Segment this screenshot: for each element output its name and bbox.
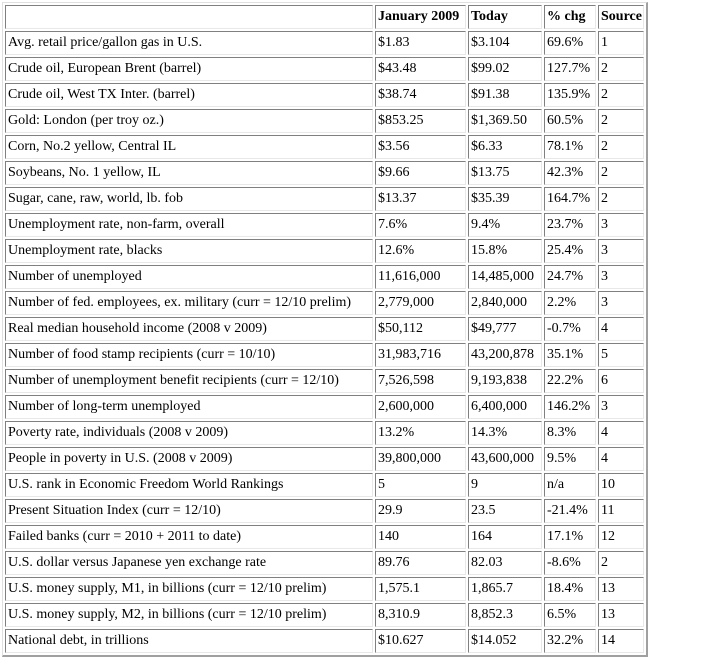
source-value: 13 (598, 577, 644, 601)
source-value: 10 (598, 473, 644, 497)
jan-2009-value: 12.6% (375, 239, 466, 263)
source-value: 3 (598, 239, 644, 263)
header-today: Today (468, 5, 542, 29)
pct-change-value: 69.6% (544, 31, 596, 55)
today-value: 43,600,000 (468, 447, 542, 471)
source-value: 3 (598, 265, 644, 289)
table-row (5, 83, 644, 107)
row-label: U.S. rank in Economic Freedom World Rankings (5, 473, 373, 497)
table-row (5, 369, 644, 393)
table-row (5, 577, 644, 601)
source-value: 2 (598, 83, 644, 107)
jan-2009-value: $9.66 (375, 161, 466, 185)
header-source: Source (598, 5, 644, 29)
today-value: $49,777 (468, 317, 542, 341)
jan-2009-value: $50,112 (375, 317, 466, 341)
source-value: 14 (598, 629, 644, 653)
jan-2009-value: 7.6% (375, 213, 466, 237)
table-row (5, 317, 644, 341)
today-value: 14.3% (468, 421, 542, 445)
jan-2009-value: 5 (375, 473, 466, 497)
row-label: Soybeans, No. 1 yellow, IL (5, 161, 373, 185)
pct-change-value: n/a (544, 473, 596, 497)
pct-change-value: 22.2% (544, 369, 596, 393)
table-row (5, 213, 644, 237)
today-value: 9.4% (468, 213, 542, 237)
row-label: Poverty rate, individuals (2008 v 2009) (5, 421, 373, 445)
data-table-frame (2, 2, 648, 657)
jan-2009-value: 7,526,598 (375, 369, 466, 393)
source-value: 3 (598, 291, 644, 315)
table-row (5, 603, 644, 627)
table-row (5, 161, 644, 185)
pct-change-value: 24.7% (544, 265, 596, 289)
pct-change-value: 17.1% (544, 525, 596, 549)
source-value: 11 (598, 499, 644, 523)
jan-2009-value: 89.76 (375, 551, 466, 575)
jan-2009-value: 11,616,000 (375, 265, 466, 289)
pct-change-value: 18.4% (544, 577, 596, 601)
jan-2009-value: 29.9 (375, 499, 466, 523)
today-value: 164 (468, 525, 542, 549)
jan-2009-value: $38.74 (375, 83, 466, 107)
pct-change-value: 146.2% (544, 395, 596, 419)
source-value: 2 (598, 135, 644, 159)
row-label: Crude oil, West TX Inter. (barrel) (5, 83, 373, 107)
today-value: $1,369.50 (468, 109, 542, 133)
table-row (5, 629, 644, 653)
header-label (5, 5, 373, 29)
row-label: Number of food stamp recipients (curr = 10/10) (5, 343, 373, 367)
pct-change-value: 6.5% (544, 603, 596, 627)
table-row (5, 447, 644, 471)
today-value: 6,400,000 (468, 395, 542, 419)
row-label: Present Situation Index (curr = 12/10) (5, 499, 373, 523)
table-row (5, 57, 644, 81)
source-value: 4 (598, 317, 644, 341)
row-label: Crude oil, European Brent (barrel) (5, 57, 373, 81)
jan-2009-value: 2,779,000 (375, 291, 466, 315)
table-row (5, 473, 644, 497)
table-row (5, 395, 644, 419)
row-label: Unemployment rate, blacks (5, 239, 373, 263)
pct-change-value: 32.2% (544, 629, 596, 653)
row-label: Number of long-term unemployed (5, 395, 373, 419)
today-value: 14,485,000 (468, 265, 542, 289)
header-row (5, 5, 644, 29)
pct-change-value: 8.3% (544, 421, 596, 445)
row-label: Corn, No.2 yellow, Central IL (5, 135, 373, 159)
row-label: Number of unemployed (5, 265, 373, 289)
header-pct-change: % chg (544, 5, 596, 29)
row-label: U.S. dollar versus Japanese yen exchange rate (5, 551, 373, 575)
table-row (5, 525, 644, 549)
row-label: Number of unemployment benefit recipients (curr = 12/10) (5, 369, 373, 393)
today-value: 82.03 (468, 551, 542, 575)
pct-change-value: 78.1% (544, 135, 596, 159)
pct-change-value: 60.5% (544, 109, 596, 133)
source-value: 3 (598, 395, 644, 419)
row-label: Gold: London (per troy oz.) (5, 109, 373, 133)
row-label: People in poverty in U.S. (2008 v 2009) (5, 447, 373, 471)
row-label: Unemployment rate, non-farm, overall (5, 213, 373, 237)
jan-2009-value: 39,800,000 (375, 447, 466, 471)
pct-change-value: 25.4% (544, 239, 596, 263)
jan-2009-value: $43.48 (375, 57, 466, 81)
jan-2009-value: $10.627 (375, 629, 466, 653)
jan-2009-value: $1.83 (375, 31, 466, 55)
pct-change-value: 35.1% (544, 343, 596, 367)
row-label: Real median household income (2008 v 2009) (5, 317, 373, 341)
row-label: Number of fed. employees, ex. military (curr = 12/10 prelim) (5, 291, 373, 315)
table-row (5, 343, 644, 367)
pct-change-value: -21.4% (544, 499, 596, 523)
pct-change-value: -0.7% (544, 317, 596, 341)
table-row (5, 31, 644, 55)
pct-change-value: 42.3% (544, 161, 596, 185)
economic-indicators-table (3, 3, 646, 655)
pct-change-value: 135.9% (544, 83, 596, 107)
today-value: $91.38 (468, 83, 542, 107)
source-value: 2 (598, 161, 644, 185)
pct-change-value: 23.7% (544, 213, 596, 237)
row-label: U.S. money supply, M1, in billions (curr = 12/10 prelim) (5, 577, 373, 601)
source-value: 5 (598, 343, 644, 367)
jan-2009-value: 1,575.1 (375, 577, 466, 601)
today-value: 23.5 (468, 499, 542, 523)
row-label: Avg. retail price/gallon gas in U.S. (5, 31, 373, 55)
table-row (5, 135, 644, 159)
today-value: 8,852.3 (468, 603, 542, 627)
jan-2009-value: $13.37 (375, 187, 466, 211)
source-value: 13 (598, 603, 644, 627)
table-row (5, 551, 644, 575)
today-value: 1,865.7 (468, 577, 542, 601)
jan-2009-value: 2,600,000 (375, 395, 466, 419)
pct-change-value: 164.7% (544, 187, 596, 211)
today-value: $13.75 (468, 161, 542, 185)
source-value: 2 (598, 187, 644, 211)
source-value: 3 (598, 213, 644, 237)
today-value: $14.052 (468, 629, 542, 653)
jan-2009-value: 8,310.9 (375, 603, 466, 627)
table-row (5, 239, 644, 263)
source-value: 2 (598, 109, 644, 133)
source-value: 1 (598, 31, 644, 55)
today-value: $35.39 (468, 187, 542, 211)
row-label: Sugar, cane, raw, world, lb. fob (5, 187, 373, 211)
today-value: $6.33 (468, 135, 542, 159)
today-value: $99.02 (468, 57, 542, 81)
today-value: 43,200,878 (468, 343, 542, 367)
today-value: 9 (468, 473, 542, 497)
source-value: 6 (598, 369, 644, 393)
pct-change-value: 127.7% (544, 57, 596, 81)
row-label: U.S. money supply, M2, in billions (curr = 12/10 prelim) (5, 603, 373, 627)
table-row (5, 187, 644, 211)
table-row (5, 291, 644, 315)
jan-2009-value: $3.56 (375, 135, 466, 159)
today-value: 15.8% (468, 239, 542, 263)
today-value: $3.104 (468, 31, 542, 55)
source-value: 12 (598, 525, 644, 549)
header-january-2009: January 2009 (375, 5, 466, 29)
today-value: 2,840,000 (468, 291, 542, 315)
jan-2009-value: 31,983,716 (375, 343, 466, 367)
jan-2009-value: 13.2% (375, 421, 466, 445)
table-body (5, 31, 644, 653)
table-row (5, 499, 644, 523)
today-value: 9,193,838 (468, 369, 542, 393)
source-value: 4 (598, 421, 644, 445)
jan-2009-value: $853.25 (375, 109, 466, 133)
source-value: 4 (598, 447, 644, 471)
source-value: 2 (598, 57, 644, 81)
row-label: Failed banks (curr = 2010 + 2011 to date) (5, 525, 373, 549)
jan-2009-value: 140 (375, 525, 466, 549)
table-row (5, 109, 644, 133)
row-label: National debt, in trillions (5, 629, 373, 653)
table-row (5, 265, 644, 289)
source-value: 2 (598, 551, 644, 575)
pct-change-value: 2.2% (544, 291, 596, 315)
table-row (5, 421, 644, 445)
pct-change-value: -8.6% (544, 551, 596, 575)
pct-change-value: 9.5% (544, 447, 596, 471)
